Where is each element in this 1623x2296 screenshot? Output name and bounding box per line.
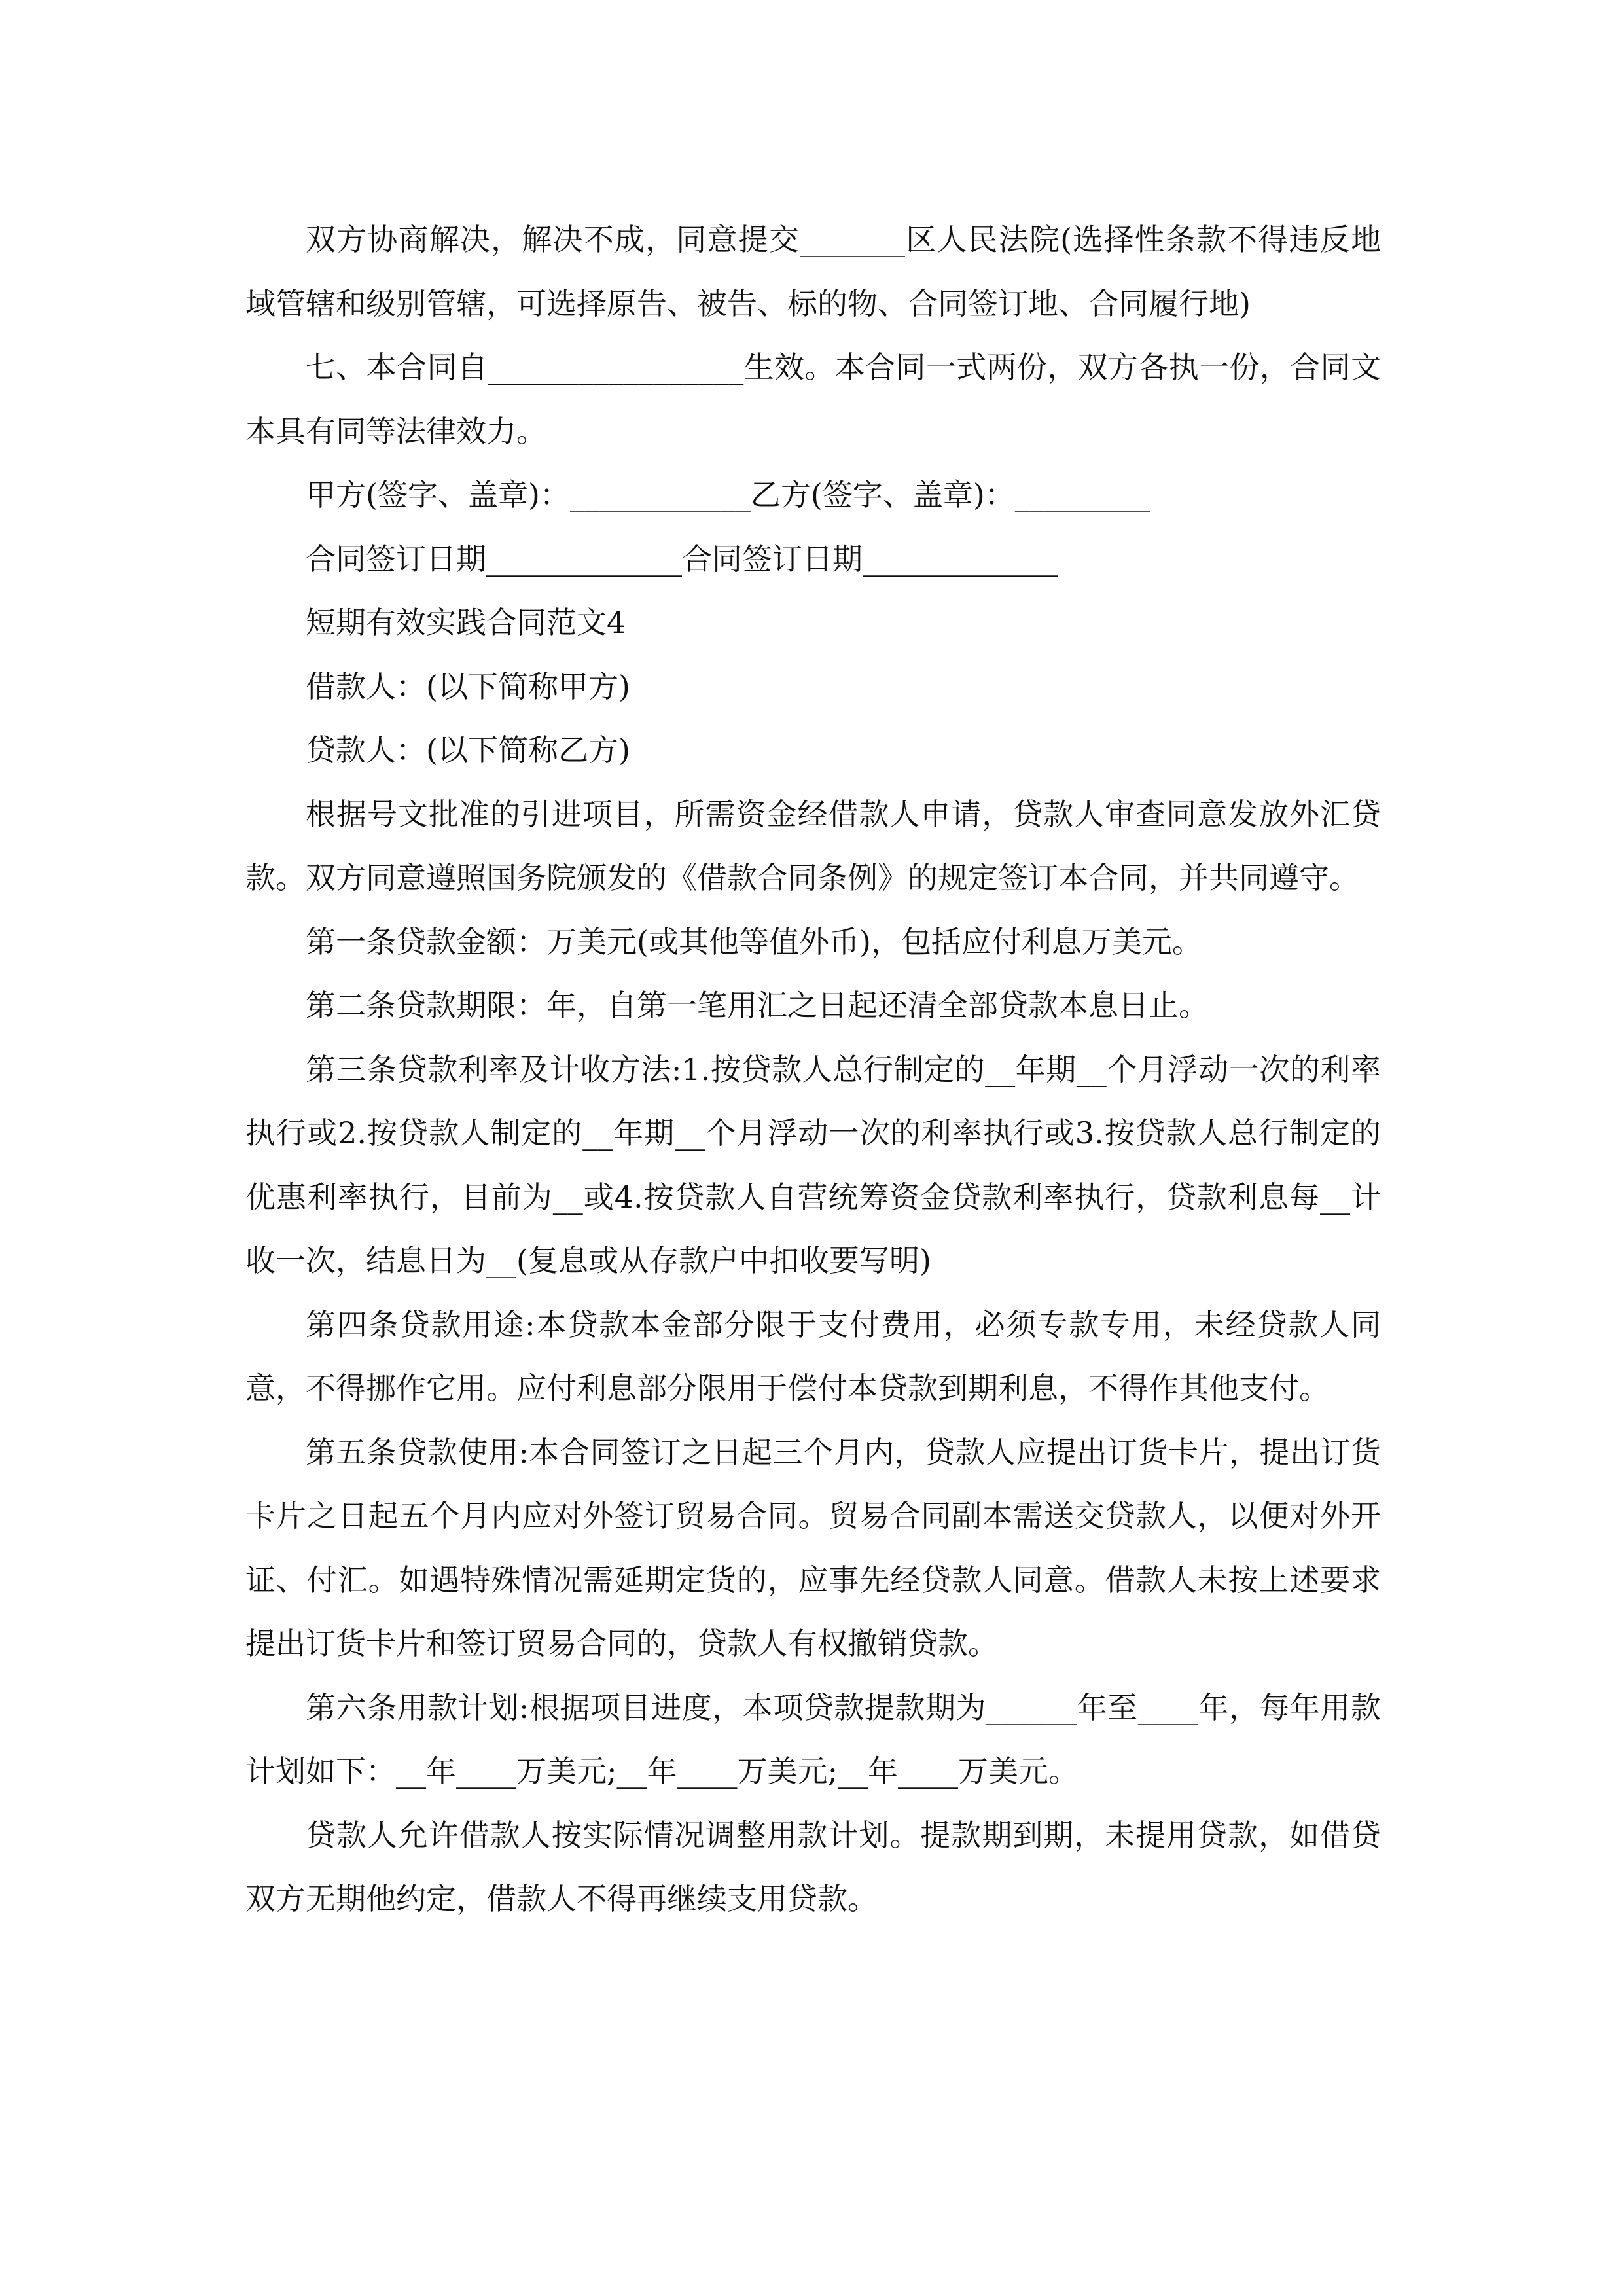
paragraph-article-2: 第二条贷款期限：年，自第一笔用汇之日起还清全部贷款本息日止。 bbox=[306, 988, 1209, 1023]
paragraph-article-4: 第四条贷款用途:本贷款本金部分限于支付费用，必须专款专用，未经贷款人同意，不得挪作它用。应付利息部分限用于偿付本贷款到期利息，不得作其他支付。 bbox=[245, 1306, 1381, 1406]
paragraph-adjustment: 贷款人允许借款人按实际情况调整用款计划。提款期到期，未提用贷款，如借贷双方无期他约定，借款人不得再继续支用贷款。 bbox=[245, 1817, 1381, 1916]
paragraph-article-6: 第六条用款计划:根据项目进度，本项贷款提款期为______年至____年，每年用款计划如下：__年____万美元;__年____万美元;__年____万美元。 bbox=[245, 1689, 1381, 1789]
paragraph-clause-seven: 七、本合同自_________________生效。本合同一式两份，双方各执一份，合同文本具有同等法律效力。 bbox=[245, 350, 1381, 449]
paragraph-signing-dates: 合同签订日期_____________合同签订日期_____________ bbox=[306, 541, 1058, 577]
section-title: 短期有效实践合同范文4 bbox=[306, 605, 626, 640]
paragraph-borrower: 借款人：(以下简称甲方) bbox=[306, 668, 630, 704]
paragraph-preamble: 根据号文批准的引进项目，所需资金经借款人申请，贷款人审查同意发放外汇贷款。双方同意遵照国务院颁发的《借款合同条例》的规定签订本合同，并共同遵守。 bbox=[245, 796, 1381, 895]
paragraph-lender: 贷款人：(以下简称乙方) bbox=[306, 732, 630, 768]
paragraph-article-3: 第三条贷款利率及计收方法:1.按贷款人总行制定的__年期__个月浮动一次的利率执行或2.按贷款人制定的__年期__个月浮动一次的利率执行或3.按贷款人总行制定的优惠利率执行，目前为__或4.按贷款人自营统筹资金贷款利率执行，贷款利息每__计收一次，结息日为__(复息或从存款户中扣收要写明) bbox=[245, 1051, 1381, 1278]
paragraph-signatures: 甲方(签字、盖章)：____________乙方(签字、盖章)：_________ bbox=[306, 477, 1150, 512]
paragraph-article-5: 第五条贷款使用:本合同签订之日起三个月内，贷款人应提出订货卡片，提出订货卡片之日起五个月内应对外签订贸易合同。贸易合同副本需送交贷款人，以便对外开证、付汇。如遇特殊情况需延期定货的，应事先经贷款人同意。借款人未按上述要求提出订货卡片和签订贸易合同的，贷款人有权撤销贷款。 bbox=[245, 1434, 1381, 1661]
paragraph-dispute-resolution: 双方协商解决，解决不成，同意提交_______区人民法院(选择性条款不得违反地域管辖和级别管辖，可选择原告、被告、标的物、合同签订地、合同履行地) bbox=[245, 222, 1381, 321]
paragraph-article-1: 第一条贷款金额：万美元(或其他等值外币)，包括应付利息万美元。 bbox=[306, 924, 1202, 960]
document-body bbox=[245, 208, 1381, 1931]
